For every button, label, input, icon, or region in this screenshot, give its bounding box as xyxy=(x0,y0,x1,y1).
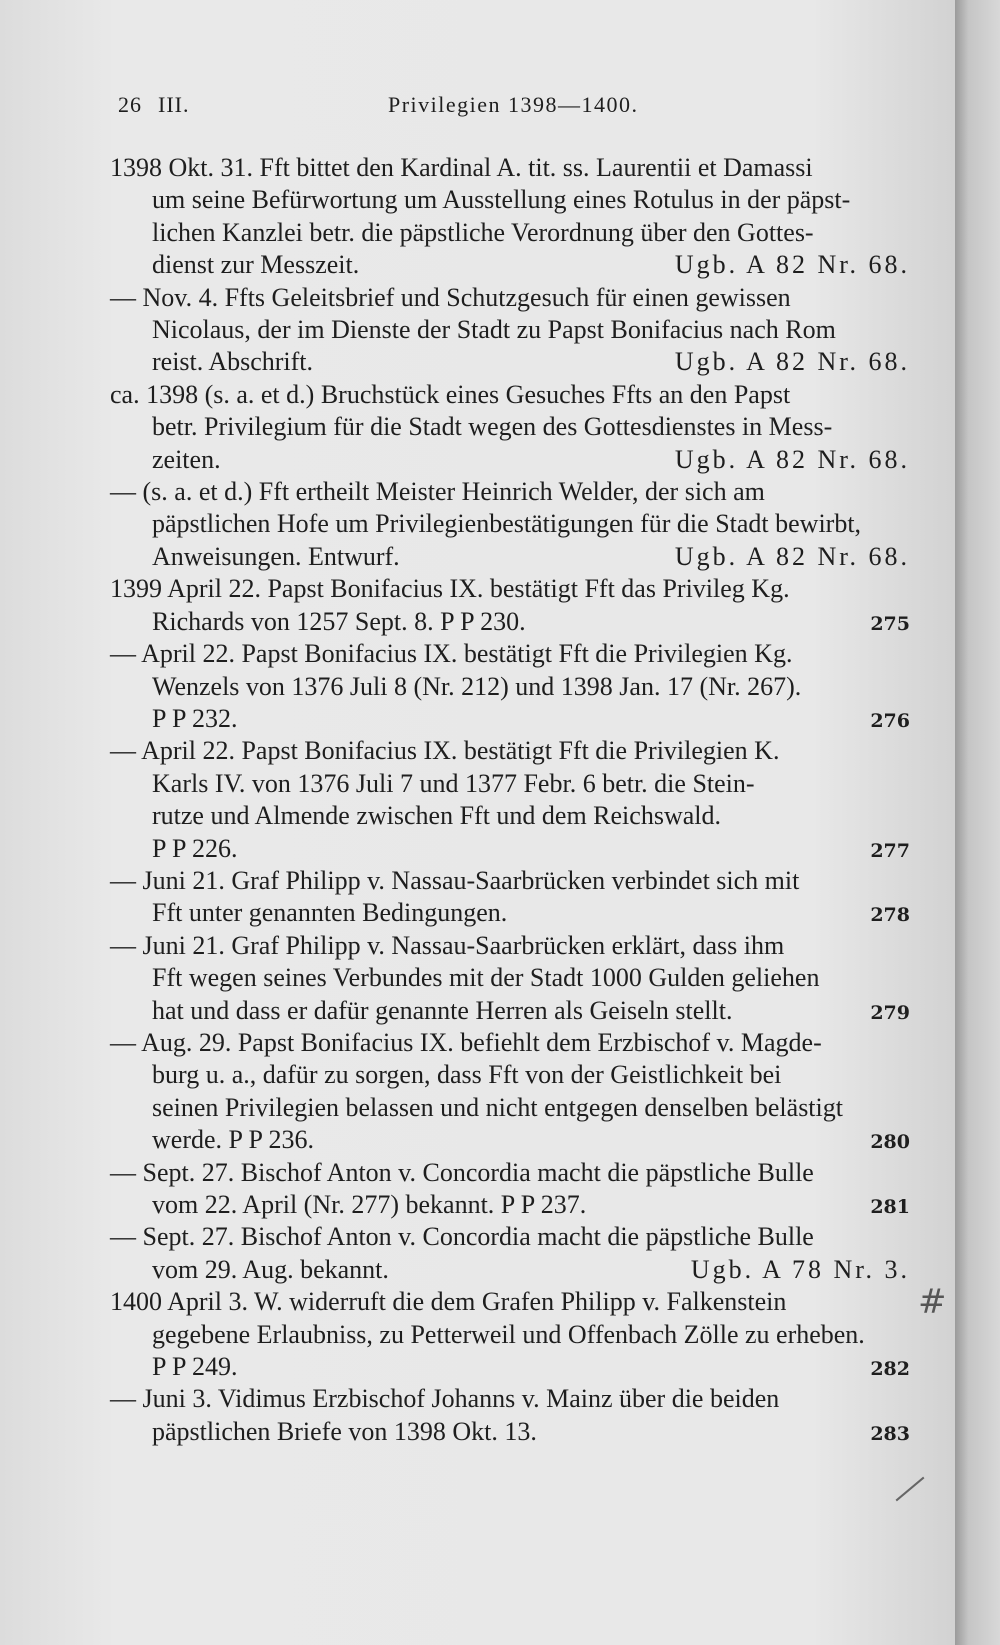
page-title: Privilegien 1398—1400. xyxy=(388,92,639,117)
entry-text: reist. Abschrift. xyxy=(152,347,314,377)
list-item xyxy=(110,1027,910,1157)
archive-reference: Ugb. A 82 Nr. 68. xyxy=(674,347,910,377)
entry-text: dienst zur Messzeit. xyxy=(152,250,360,280)
list-item xyxy=(110,152,910,282)
entry-line xyxy=(110,1351,910,1383)
document-number: 276 xyxy=(870,709,910,732)
entry-text: P P 232. xyxy=(152,703,238,733)
entry-text: vom 29. Aug. bekannt. xyxy=(152,1254,389,1284)
entry-line: rutze und Almende zwischen Fft und dem Reichswald. xyxy=(152,801,721,831)
entry-text: Bruchstück eines Gesuches Ffts an den Papst xyxy=(320,379,791,409)
entry-line xyxy=(110,1416,910,1448)
entry-text: vom 22. April (Nr. 277) bekannt. P P 237. xyxy=(152,1190,587,1219)
list-item xyxy=(110,282,910,379)
entry-text: Papst Bonifacius IX. bestätigt Fft die Privilegien Kg. xyxy=(241,639,793,669)
entry-line: um seine Befürwortung um Ausstellung eines Rotulus in der päpst- xyxy=(152,185,851,215)
entry-line xyxy=(110,1157,910,1189)
document-number: 281 xyxy=(870,1196,910,1218)
running-header xyxy=(118,92,908,126)
page-number: 26 xyxy=(118,92,142,117)
entry-date: — Juni 21. xyxy=(110,930,225,960)
entry-line: Fft wegen seines Verbundes mit der Stadt 1000 Gulden geliehen xyxy=(152,963,820,993)
entry-line xyxy=(110,541,910,573)
entry-list xyxy=(110,152,910,1448)
entry-text: Papst Bonifacius IX. bestätigt Fft die Privilegien K. xyxy=(241,736,780,766)
entry-date: — April 22. xyxy=(110,736,235,766)
section-number: III. xyxy=(158,92,190,117)
entry-date: — (s. a. et d.) xyxy=(110,477,253,507)
entry-line: Nicolaus, der im Dienste der Stadt zu Papst Bonifacius nach Rom xyxy=(152,315,836,345)
archive-reference: Ugb. A 82 Nr. 68. xyxy=(674,444,910,474)
entry-line xyxy=(110,703,910,735)
entry-line xyxy=(110,444,910,476)
entry-text: Anweisungen. Entwurf. xyxy=(152,541,400,571)
entry-line: päpstlichen Hofe um Privilegienbestätigungen für die Stadt bewirbt, xyxy=(152,509,862,539)
archive-reference: Ugb. A 78 Nr. 3. xyxy=(690,1254,910,1284)
entry-line xyxy=(110,865,910,897)
entry-line: seinen Privilegien belassen und nicht entgegen denselben belästigt xyxy=(152,1092,843,1122)
list-item xyxy=(110,930,910,1027)
entry-text: Fft bittet den Kardinal A. tit. ss. Laurentii et Damassi xyxy=(259,153,813,182)
entry-date: — Juni 21. xyxy=(110,865,225,895)
entry-text: Papst Bonifacius IX. befiehlt dem Erzbischof v. Magde- xyxy=(237,1027,822,1057)
document-number: 277 xyxy=(870,839,910,862)
list-item xyxy=(110,1383,910,1448)
entry-text: Richards von 1257 Sept. 8. P P 230. xyxy=(152,606,526,636)
document-number: 282 xyxy=(870,1358,910,1381)
entry-line: Wenzels von 1376 Juli 8 (Nr. 212) und 1398 Jan. 17 (Nr. 267). xyxy=(152,671,802,701)
entry-text: Ffts Geleitsbrief und Schutzgesuch für einen gewissen xyxy=(224,282,791,312)
entry-line: burg u. a., dafür zu sorgen, dass Fft von der Geistlichkeit bei xyxy=(152,1060,782,1090)
document-number: 275 xyxy=(870,612,910,635)
list-item xyxy=(110,1286,910,1383)
entry-text: P P 249. xyxy=(152,1352,238,1382)
entry-text: Vidimus Erzbischof Johanns v. Mainz über die beiden xyxy=(217,1384,780,1414)
list-item xyxy=(110,573,910,638)
entry-text: Fft ertheilt Meister Heinrich Welder, der sich am xyxy=(258,477,765,507)
list-item xyxy=(110,1157,910,1222)
entry-text: W. widerruft die dem Grafen Philipp v. Falkenstein xyxy=(253,1287,787,1317)
entry-date: ca. 1398 (s. a. et d.) xyxy=(110,379,315,409)
entry-line: betr. Privilegium für die Stadt wegen des Gottesdienstes in Mess- xyxy=(152,412,833,442)
document-number: 280 xyxy=(870,1131,910,1154)
entry-date: 1400 April 3. xyxy=(110,1287,248,1317)
entry-text: werde. P P 236. xyxy=(152,1125,315,1155)
entry-text: Fft unter genannten Bedingungen. xyxy=(152,898,508,928)
pencil-hash-mark: # xyxy=(918,1282,947,1322)
archive-reference: Ugb. A 82 Nr. 68. xyxy=(674,541,910,571)
entry-line xyxy=(110,930,910,962)
entry-line xyxy=(110,1254,910,1286)
entry-line xyxy=(110,995,910,1027)
entry-text: Bischof Anton v. Concordia macht die päpstliche Bulle xyxy=(240,1157,814,1187)
document-number: 279 xyxy=(870,1001,910,1024)
entry-line xyxy=(110,1124,910,1156)
entry-text: Papst Bonifacius IX. bestätigt Fft das Privileg Kg. xyxy=(267,574,790,604)
list-item xyxy=(110,735,910,865)
entry-line xyxy=(110,897,910,929)
entry-text: Bischof Anton v. Concordia macht die päpstliche Bulle xyxy=(240,1222,814,1252)
list-item xyxy=(110,476,910,573)
entry-line xyxy=(110,1189,910,1221)
entry-line: Karls IV. von 1376 Juli 7 und 1377 Febr. 6 betr. die Stein- xyxy=(152,768,755,798)
entry-line xyxy=(110,282,910,314)
entry-line xyxy=(110,476,910,508)
entry-text: zeiten. xyxy=(152,444,221,474)
entry-line xyxy=(110,638,910,670)
entry-line xyxy=(110,346,910,378)
entry-date: 1398 Okt. 31. xyxy=(110,153,253,182)
entry-date: — Juni 3. xyxy=(110,1384,212,1414)
entry-date: — April 22. xyxy=(110,639,235,669)
entry-date: — Nov. 4. xyxy=(110,282,219,312)
entry-text: P P 226. xyxy=(152,833,238,863)
list-item xyxy=(110,1221,910,1286)
entry-line xyxy=(110,1027,910,1059)
entry-date: — Sept. 27. xyxy=(110,1222,235,1252)
page-edge-shadow xyxy=(955,0,1000,1645)
list-item xyxy=(110,638,910,735)
entry-line xyxy=(110,606,910,638)
entry-text: Graf Philipp v. Nassau-Saarbrücken erklärt, dass ihm xyxy=(231,930,785,960)
archive-reference: Ugb. A 82 Nr. 68. xyxy=(674,250,910,280)
entry-line xyxy=(110,1383,910,1415)
entry-text: Graf Philipp v. Nassau-Saarbrücken verbindet sich mit xyxy=(231,865,800,895)
entry-line xyxy=(110,152,910,184)
entry-date: 1399 April 22. xyxy=(110,574,261,604)
entry-line xyxy=(110,735,910,767)
list-item xyxy=(110,865,910,930)
entry-line xyxy=(110,573,910,605)
entry-date: — Sept. 27. xyxy=(110,1157,235,1187)
list-item xyxy=(110,379,910,476)
document-number: 283 xyxy=(870,1422,910,1445)
entry-line: lichen Kanzlei betr. die päpstliche Verordnung über den Gottes- xyxy=(152,217,814,247)
entry-date: — Aug. 29. xyxy=(110,1027,232,1057)
entry-line xyxy=(110,379,910,411)
entry-line: gegebene Erlaubniss, zu Petterweil und Offenbach Zölle zu erheben. xyxy=(152,1319,865,1349)
entry-line xyxy=(110,1286,910,1318)
entry-line xyxy=(110,1221,910,1253)
entry-line xyxy=(110,833,910,865)
entry-text: päpstlichen Briefe von 1398 Okt. 13. xyxy=(152,1416,537,1446)
document-number: 278 xyxy=(870,904,910,927)
entry-text: hat und dass er dafür genannte Herren als Geiseln stellt. xyxy=(152,995,733,1025)
entry-line xyxy=(110,249,910,281)
